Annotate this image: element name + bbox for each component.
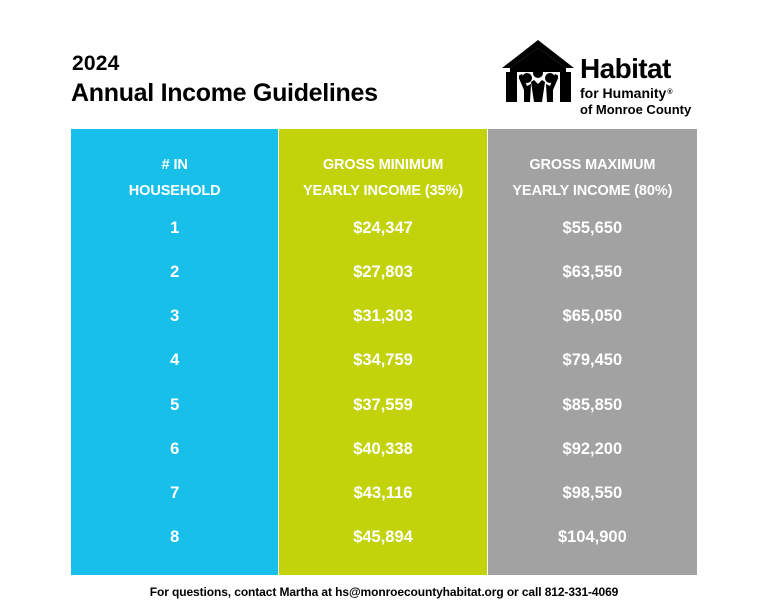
household-cell: 7 — [170, 484, 180, 502]
household-column — [71, 129, 278, 575]
household-cell: 2 — [170, 263, 180, 281]
minimum-income-cell: $34,759 — [353, 351, 413, 369]
contact-footer: For questions, contact Martha at hs@monroecountyhabitat.org or call 812-331-4069 — [149, 585, 619, 599]
income-guidelines-table — [71, 129, 697, 575]
household-cell: 6 — [170, 440, 180, 458]
maximum-income-cell: $98,550 — [562, 484, 623, 502]
logo-subline-humanity: for Humanity® — [580, 85, 673, 101]
minimum-income-cell: $40,338 — [353, 440, 413, 458]
year-label: 2024 — [72, 52, 120, 75]
minimum-income-cell: $24,347 — [353, 219, 413, 237]
maximum-income-cell: $79,450 — [562, 351, 623, 369]
minimum-income-column — [279, 129, 486, 575]
minimum-income-cell: $45,894 — [353, 528, 413, 546]
minimum-income-cell: $37,559 — [353, 396, 413, 414]
minimum-income-cell: $31,303 — [353, 307, 413, 325]
minimum-income-cell: $43,116 — [353, 484, 413, 502]
maximum-income-cell: $92,200 — [562, 440, 623, 458]
household-cell: 8 — [170, 528, 180, 546]
page-title: Annual Income Guidelines — [71, 79, 378, 107]
maximum-income-cell: $104,900 — [557, 528, 627, 546]
minimum-income-header: GROSS MINIMUM YEARLY INCOME (35%) — [302, 157, 464, 199]
maximum-income-cell: $85,850 — [562, 396, 623, 414]
minimum-income-cell: $27,803 — [353, 263, 413, 281]
maximum-income-column — [488, 129, 697, 575]
maximum-income-cell: $55,650 — [562, 219, 623, 237]
maximum-income-header: GROSS MAXIMUM YEARLY INCOME (80%) — [512, 157, 673, 199]
habitat-house-people-icon — [500, 38, 578, 104]
habitat-logo — [500, 38, 700, 124]
household-cell: 5 — [170, 396, 180, 414]
logo-subline-county: of Monroe County — [580, 102, 692, 117]
maximum-income-cell: $63,550 — [562, 263, 623, 281]
household-column-header: # IN HOUSEHOLD — [128, 157, 221, 199]
household-cell: 3 — [170, 307, 180, 325]
household-cell: 1 — [170, 219, 180, 237]
household-cell: 4 — [170, 351, 180, 369]
registered-mark: ® — [667, 89, 673, 96]
logo-wordmark: Habitat — [580, 53, 671, 84]
maximum-income-cell: $65,050 — [562, 307, 623, 325]
